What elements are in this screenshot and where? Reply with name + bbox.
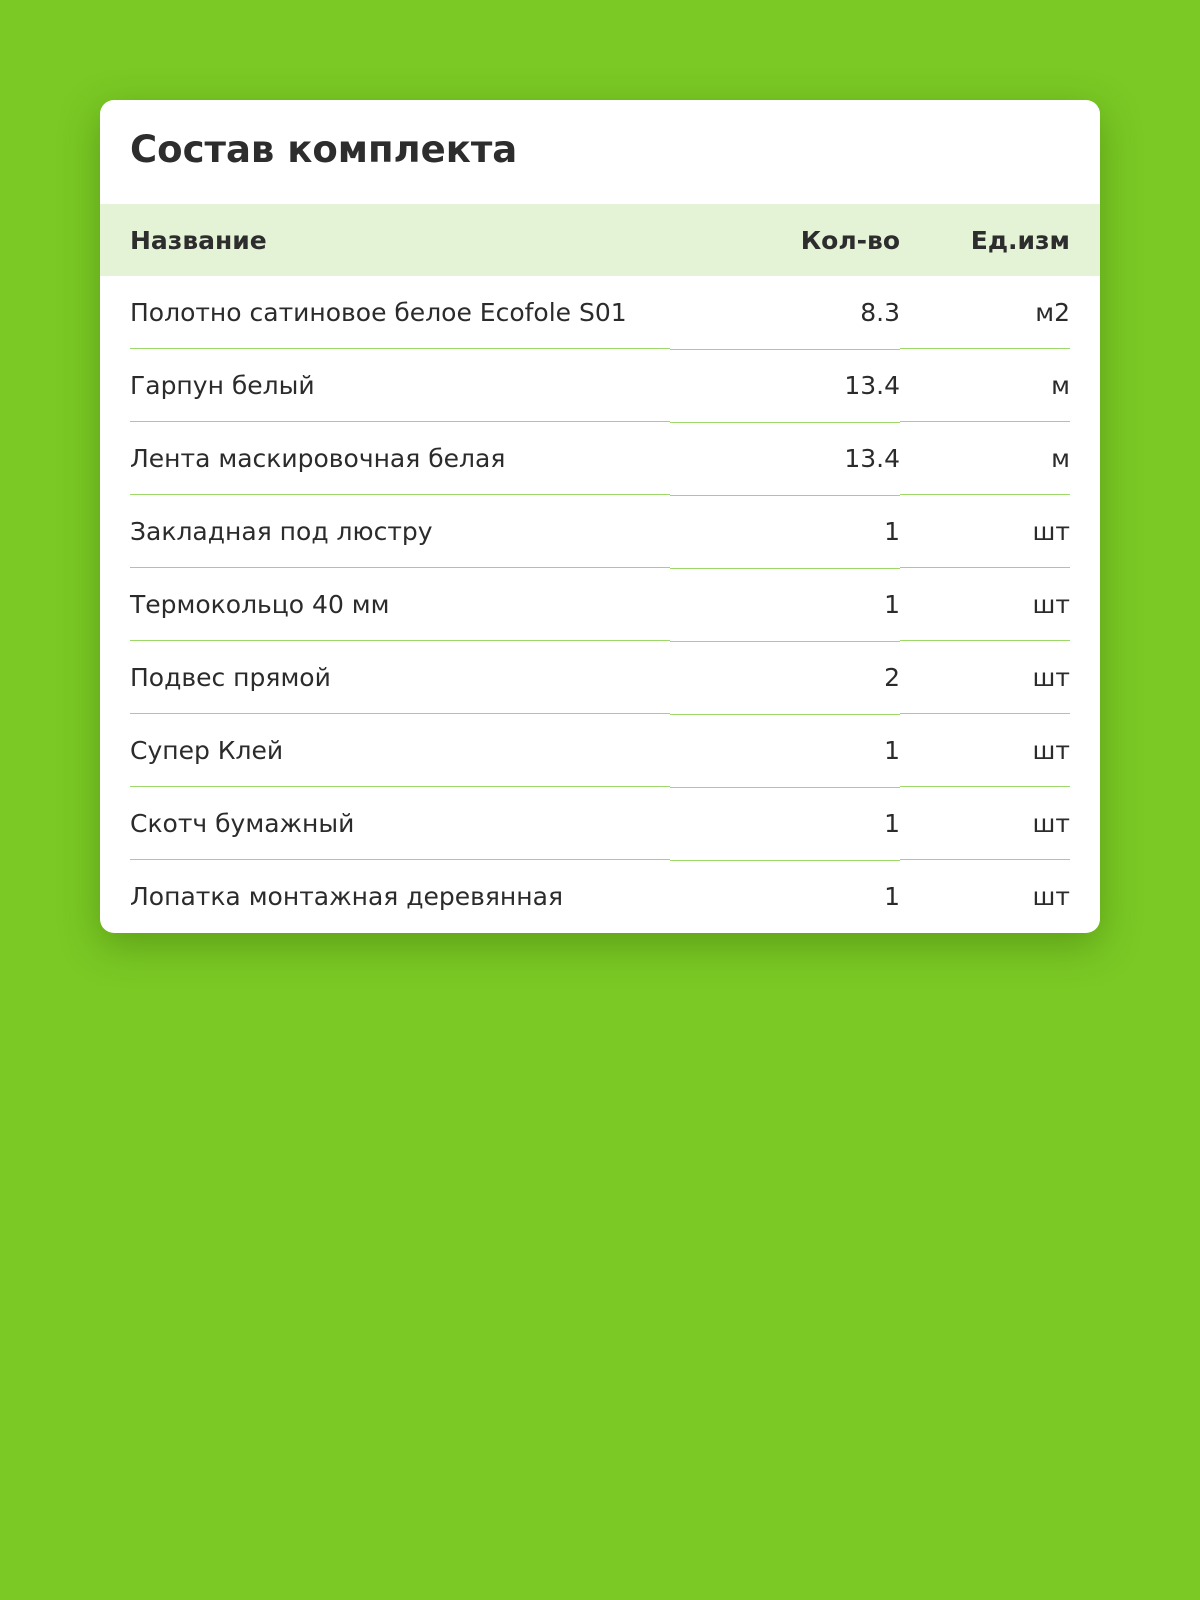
item-qty: 13.4	[670, 349, 900, 422]
item-unit: шт	[900, 568, 1100, 641]
item-unit: м	[900, 349, 1100, 422]
item-name: Закладная под люстру	[100, 495, 670, 568]
item-name: Скотч бумажный	[100, 787, 670, 860]
item-qty: 1	[670, 568, 900, 641]
item-name: Подвес прямой	[100, 641, 670, 714]
item-qty: 8.3	[670, 276, 900, 349]
item-unit: м	[900, 422, 1100, 495]
kit-contents-table	[100, 204, 1100, 933]
item-qty: 1	[670, 714, 900, 787]
table-row	[100, 276, 1100, 349]
table-row	[100, 641, 1100, 714]
table-row	[100, 568, 1100, 641]
table-row	[100, 349, 1100, 422]
table-row	[100, 495, 1100, 568]
column-header-name: Название	[130, 225, 267, 255]
item-name: Гарпун белый	[100, 349, 670, 422]
item-qty: 1	[670, 495, 900, 568]
item-unit: шт	[1032, 882, 1070, 911]
item-name: Лопатка монтажная деревянная	[130, 882, 563, 911]
item-unit: шт	[900, 495, 1100, 568]
item-name: Полотно сатиновое белое Ecofole S01	[100, 276, 670, 349]
item-unit: м2	[900, 276, 1100, 349]
item-qty: 1	[884, 882, 900, 912]
table-row	[100, 787, 1100, 860]
item-name: Термокольцо 40 мм	[100, 568, 670, 641]
column-header-unit: Ед.изм	[970, 225, 1070, 255]
card-title: Состав комплекта	[130, 128, 518, 171]
item-unit: шт	[900, 641, 1100, 714]
table-row	[100, 860, 1100, 933]
column-header-qty: Кол-во	[800, 225, 900, 255]
item-qty: 1	[670, 787, 900, 860]
table-row	[100, 714, 1100, 787]
item-name: Лента маскировочная белая	[100, 422, 670, 495]
item-qty: 2	[670, 641, 900, 714]
item-name: Супер Клей	[100, 714, 670, 787]
item-qty: 13.4	[670, 422, 900, 495]
item-unit: шт	[900, 714, 1100, 787]
kit-contents-card	[100, 100, 1100, 933]
item-unit: шт	[900, 787, 1100, 860]
table-header-row	[100, 204, 1100, 276]
table-row	[100, 422, 1100, 495]
